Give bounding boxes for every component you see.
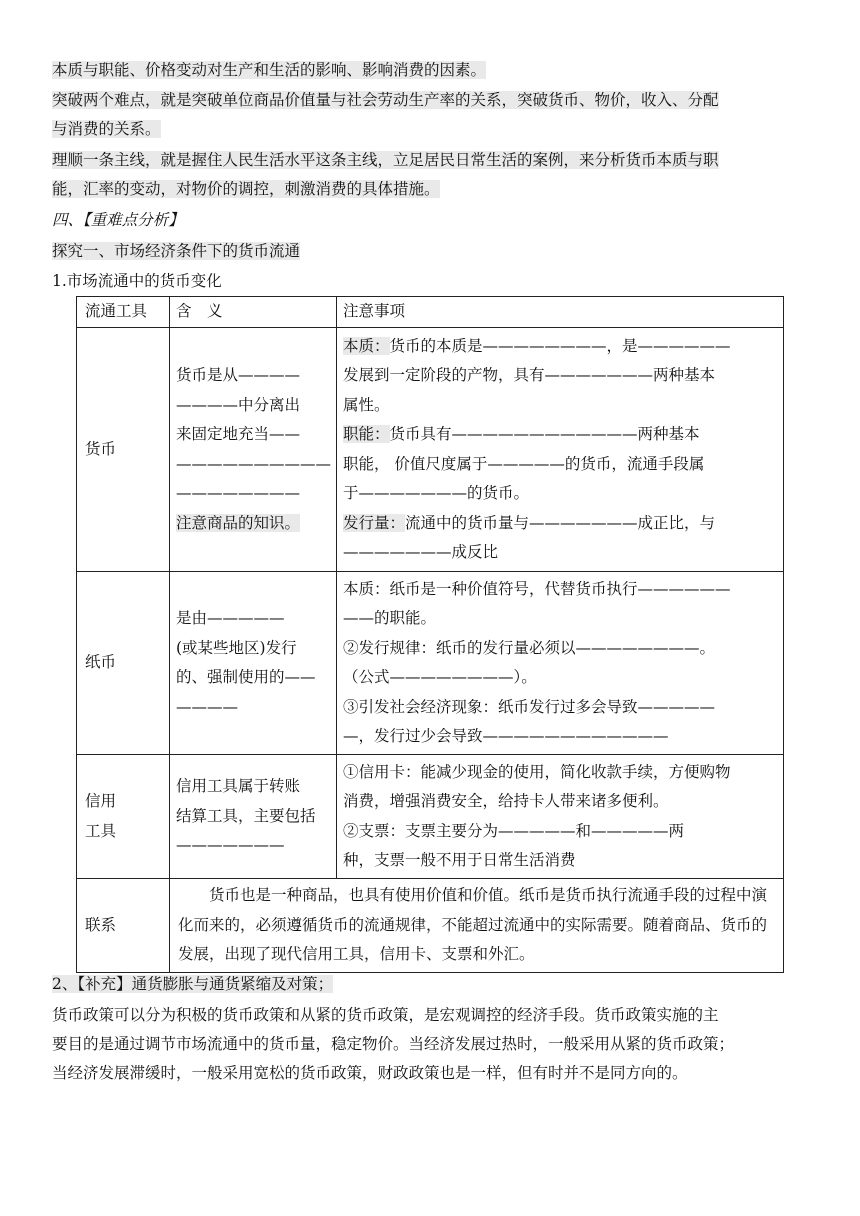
table-row [77,755,784,879]
table-row [77,572,784,755]
row-notes: 本质：货币的本质是————————，是—————— 发展到一定阶段的产物，具有———————两种基本 属性。 职能：货币具有————————————两种基本 职能， 价值尺度属于—————的货币，流通手段属 于———————的货币。 发行量：流通中的货币量与———————成正比，与 ———————成反比 [337,328,784,572]
row-meaning: 是由————— (或某些地区)发行 的、强制使用的—— ———— [170,572,337,755]
row-name: 纸币 [77,572,170,755]
row-relation-text: 货币也是一种商品，也具有使用价值和价值。纸币是货币执行流通手段的过程中演化而来的，必须遵循货币的流通规律，不能超过流通中的实际需要。随着商品、货币的发展，出现了现代信用工具，信用卡、支票和外汇。 [170,879,784,973]
subheading-1: 1.市场流通中的货币变化 [52,272,222,290]
intro-line-2: 突破两个难点，就是突破单位商品价值量与社会劳动生产率的关系，突破货币、物价，收入、分配 与消费的关系。 [52,91,719,138]
intro-line-3: 理顺一条主线，就是握住人民生活水平这条主线，立足居民日常生活的案例，来分析货币本质与职 能，汇率的变动，对物价的调控，刺激消费的具体措施。 [52,151,719,198]
subheading-2: 2、【补充】通货膨胀与通货紧缩及对策； [52,975,334,993]
explore-heading: 探究一、市场经济条件下的货币流通 [52,242,301,260]
row-meaning: 货币是从———— ————中分离出 来固定地充当—— —————————— ———————— 注意商品的知识。 [170,328,337,572]
intro-line-1: 本质与职能、价格变动对生产和生活的影响、影响消费的因素。 [52,61,487,79]
row-meaning: 信用工具属于转账 结算工具，主要包括 ——————— [170,755,337,879]
row-notes: ①信用卡：能减少现金的使用，简化收款手续，方便购物 消费，增强消费安全，给持卡人带来诸多便利。 ②支票：支票主要分为—————和—————两 种，支票一般不用于日常生活消费 [337,755,784,879]
table-row [77,879,784,973]
row-notes: 本质：纸币是一种价值符号，代替货币执行—————— ——的职能。 ②发行规律：纸币的发行量必须以————————。 （公式————————）。 ③引发社会经济现象：纸币发行过多会导致————— —，发行过少会导致———————————— [337,572,784,755]
row-name: 联系 [77,879,170,973]
row-name: 信用 工具 [77,755,170,879]
monetary-policy-paragraph: 货币政策可以分为积极的货币政策和从紧的货币政策，是宏观调控的经济手段。货币政策实施的主 要目的是通过调节市场流通中的货币量，稳定物价。当经济发展过热时，一般采用从紧的货币政策； 当经济发展滞缓时，一般采用宽松的货币政策，财政政策也是一样，但有时并不是同方向的。 [52,1006,735,1082]
header-cell: 含 义 [170,297,337,328]
header-cell: 注意事项 [337,297,784,328]
currency-table [76,296,784,973]
row-name: 货币 [77,328,170,572]
header-cell: 流通工具 [77,297,170,328]
table-row [77,328,784,572]
table-header-row [77,297,784,328]
section-heading: 四、【重难点分析】 [52,211,184,229]
